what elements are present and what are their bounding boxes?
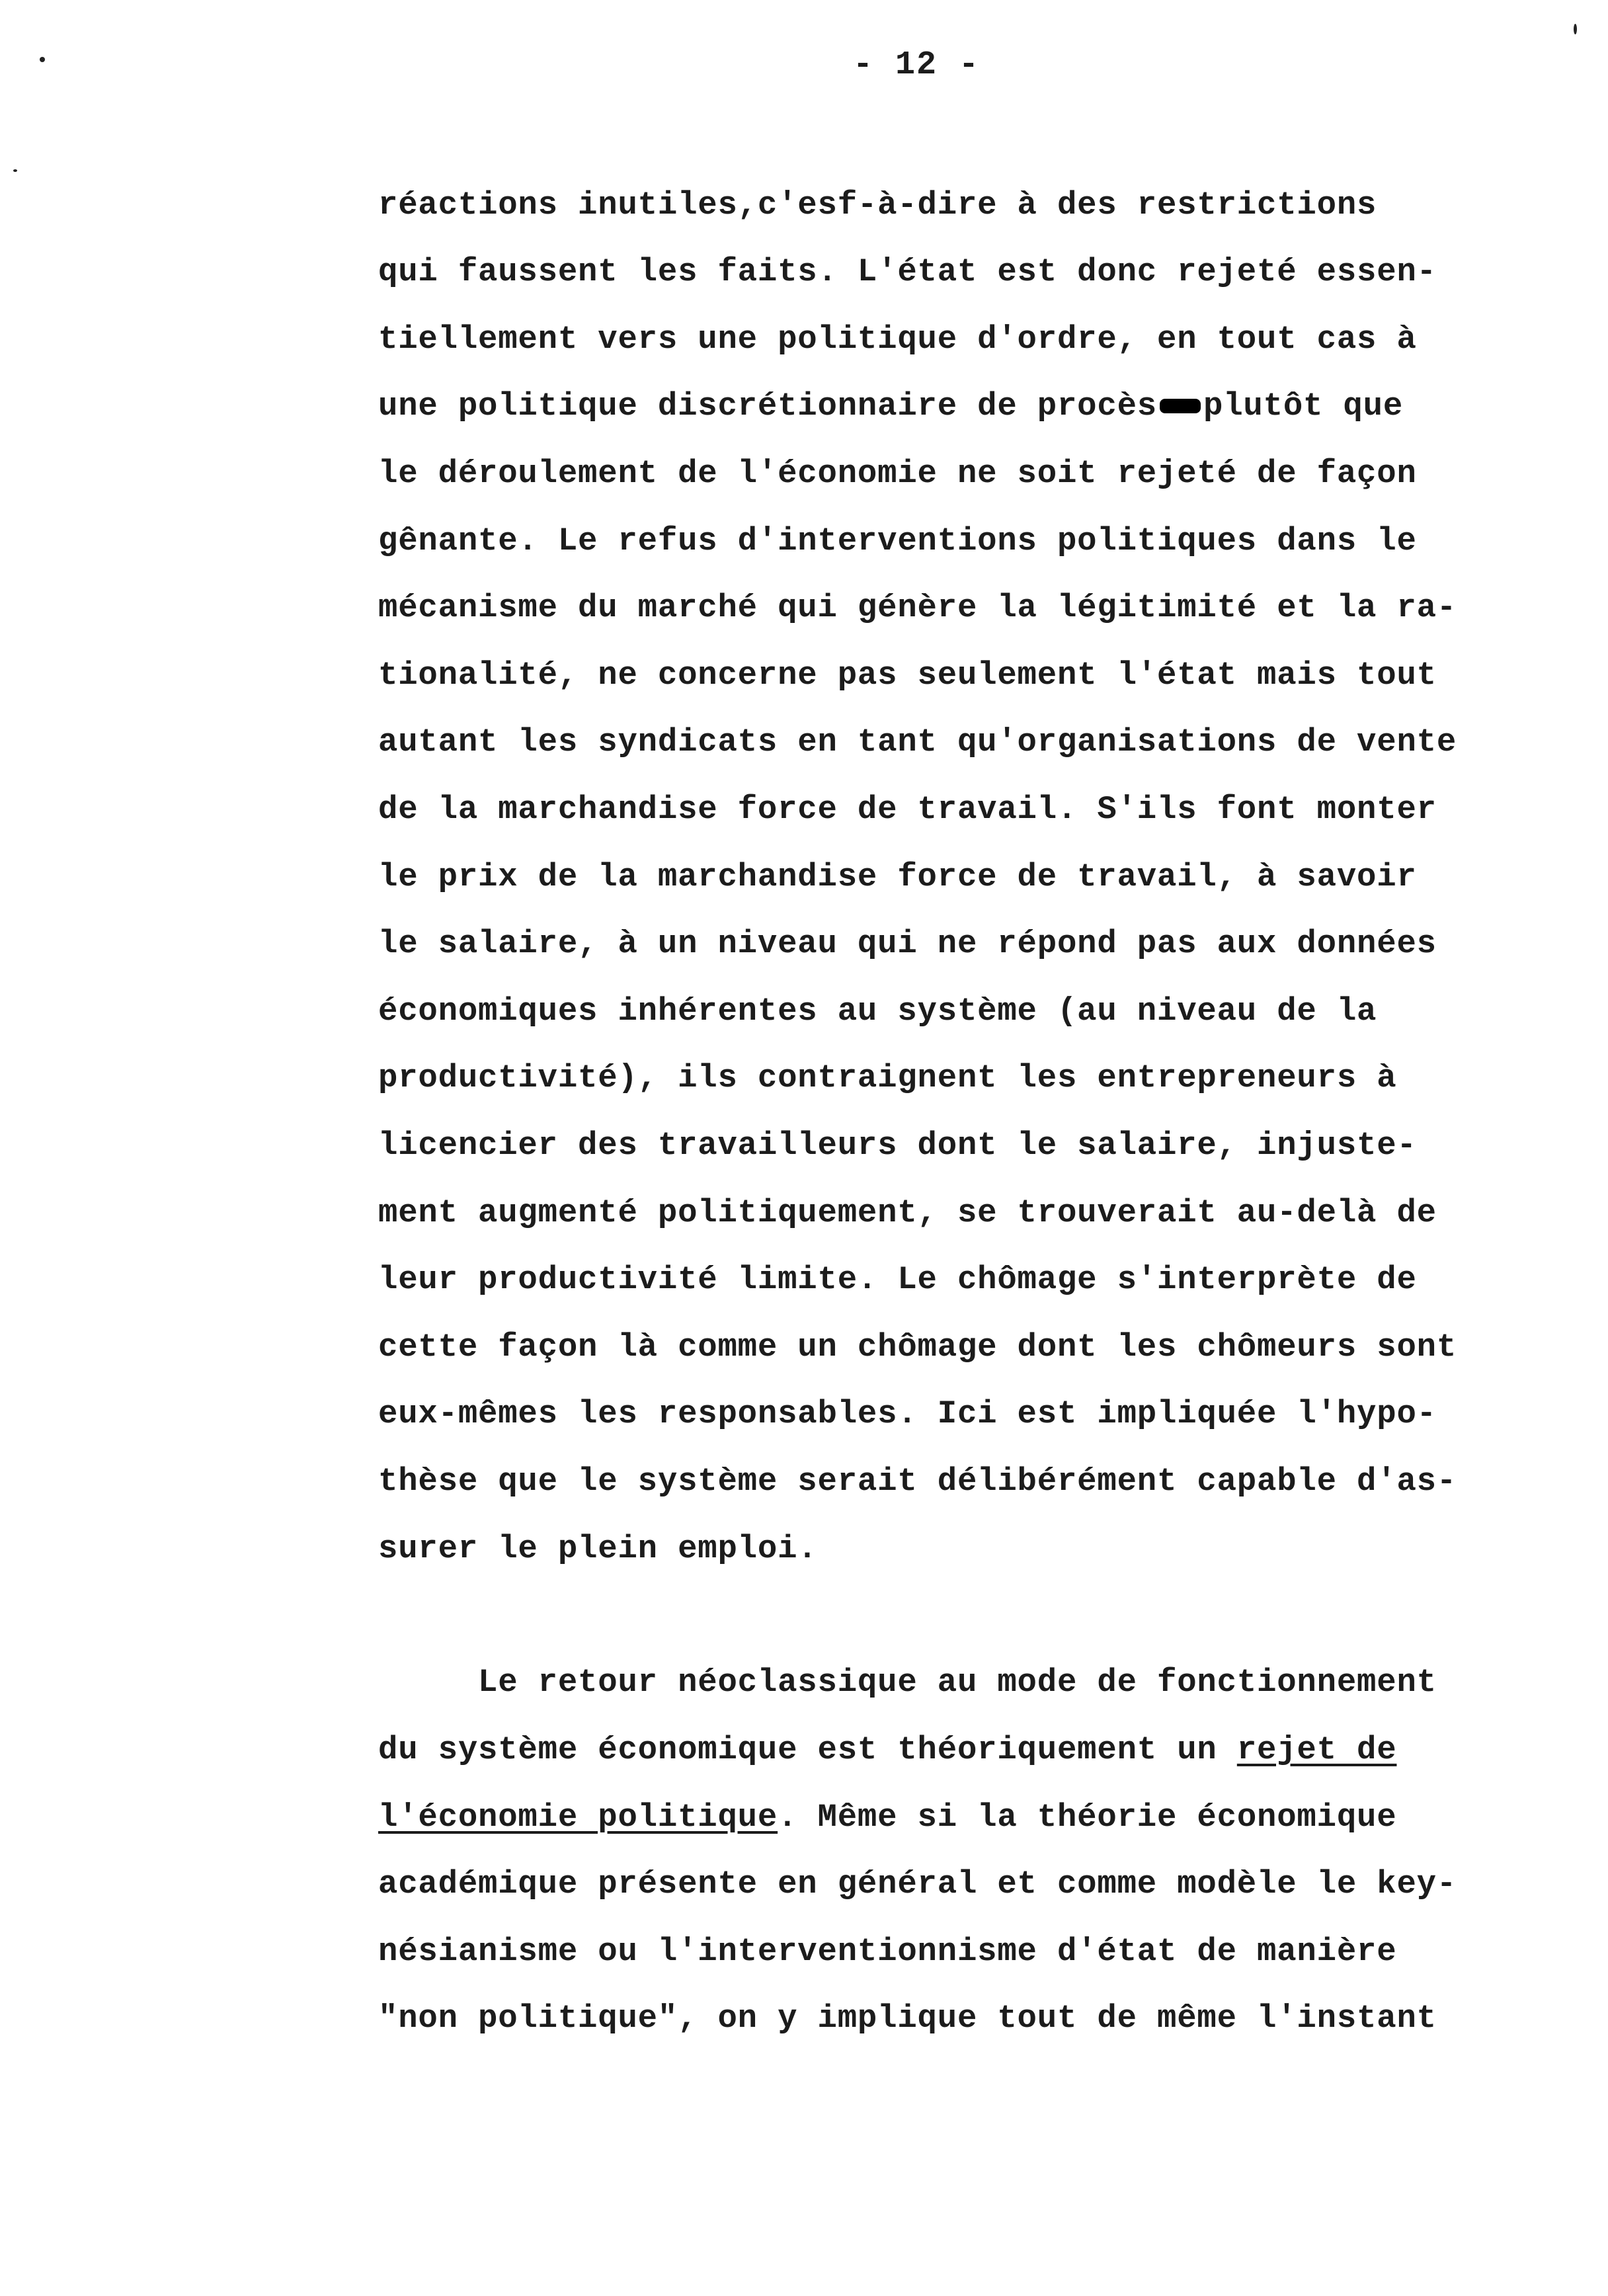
text-segment: une politique discrétionnaire de procès <box>378 388 1157 425</box>
text-line: cette façon là comme un chômage dont les chômeurs sont <box>378 1329 1457 1366</box>
text-segment: du système économique est théoriquement un <box>378 1731 1237 1768</box>
text-line: tiellement vers une politique d'ordre, en tout cas à <box>378 321 1417 358</box>
text-line: qui faussent les faits. L'état est donc rejeté essen- <box>378 253 1437 290</box>
text-line: "non politique", on y implique tout de même l'instant <box>378 2000 1437 2037</box>
text-line-with-underline <box>378 1730 1396 1770</box>
text-line-redacted <box>378 386 1403 426</box>
margin-speck <box>13 169 17 172</box>
text-line: réactions inutiles,c'esf-à-dire à des restrictions <box>378 186 1377 224</box>
text-line: leur productivité limite. Le chômage s'interprète de <box>378 1261 1417 1298</box>
text-line: le prix de la marchandise force de travail, à savoir <box>378 858 1417 895</box>
margin-speck <box>1574 24 1577 34</box>
text-line: nésianisme ou l'interventionnisme d'état de manière <box>378 1933 1397 1970</box>
text-line: tionalité, ne concerne pas seulement l'état mais tout <box>378 657 1437 694</box>
text-line: ment augmenté politiquement, se trouverait au-delà de <box>378 1194 1437 1231</box>
text-segment: . Même si la théorie économique <box>778 1799 1397 1836</box>
text-line: le déroulement de l'économie ne soit rejeté de façon <box>378 455 1417 492</box>
text-line: le salaire, à un niveau qui ne répond pas aux données <box>378 925 1437 962</box>
margin-speck <box>40 57 45 62</box>
text-line: gênante. Le refus d'interventions politiques dans le <box>378 522 1417 559</box>
text-line: licencier des travailleurs dont le salaire, injuste- <box>378 1127 1417 1164</box>
redaction-mark <box>1160 399 1201 413</box>
text-line-with-underline <box>378 1797 1396 1837</box>
text-segment: plutôt que <box>1203 388 1404 425</box>
text-line: mécanisme du marché qui génère la légitimité et la ra- <box>378 589 1457 626</box>
page-number: - 12 - <box>853 46 981 84</box>
text-line: Le retour néoclassique au mode de fonctionnement <box>378 1664 1437 1701</box>
text-line: autant les syndicats en tant qu'organisations de vente <box>378 723 1457 760</box>
text-line: de la marchandise force de travail. S'ils font monter <box>378 791 1437 828</box>
underlined-phrase: rejet de <box>1236 1731 1397 1768</box>
text-line: thèse que le système serait délibérément capable d'as- <box>378 1463 1457 1500</box>
text-line: productivité), ils contraignent les entrepreneurs à <box>378 1059 1397 1096</box>
text-line: surer le plein emploi. <box>378 1530 818 1567</box>
text-line: académique présente en général et comme modèle le key- <box>378 1866 1457 1903</box>
text-line: eux-mêmes les responsables. Ici est impliquée l'hypo- <box>378 1395 1437 1432</box>
text-line: économiques inhérentes au système (au niveau de la <box>378 993 1377 1030</box>
underlined-phrase: l'économie politique <box>378 1799 778 1836</box>
